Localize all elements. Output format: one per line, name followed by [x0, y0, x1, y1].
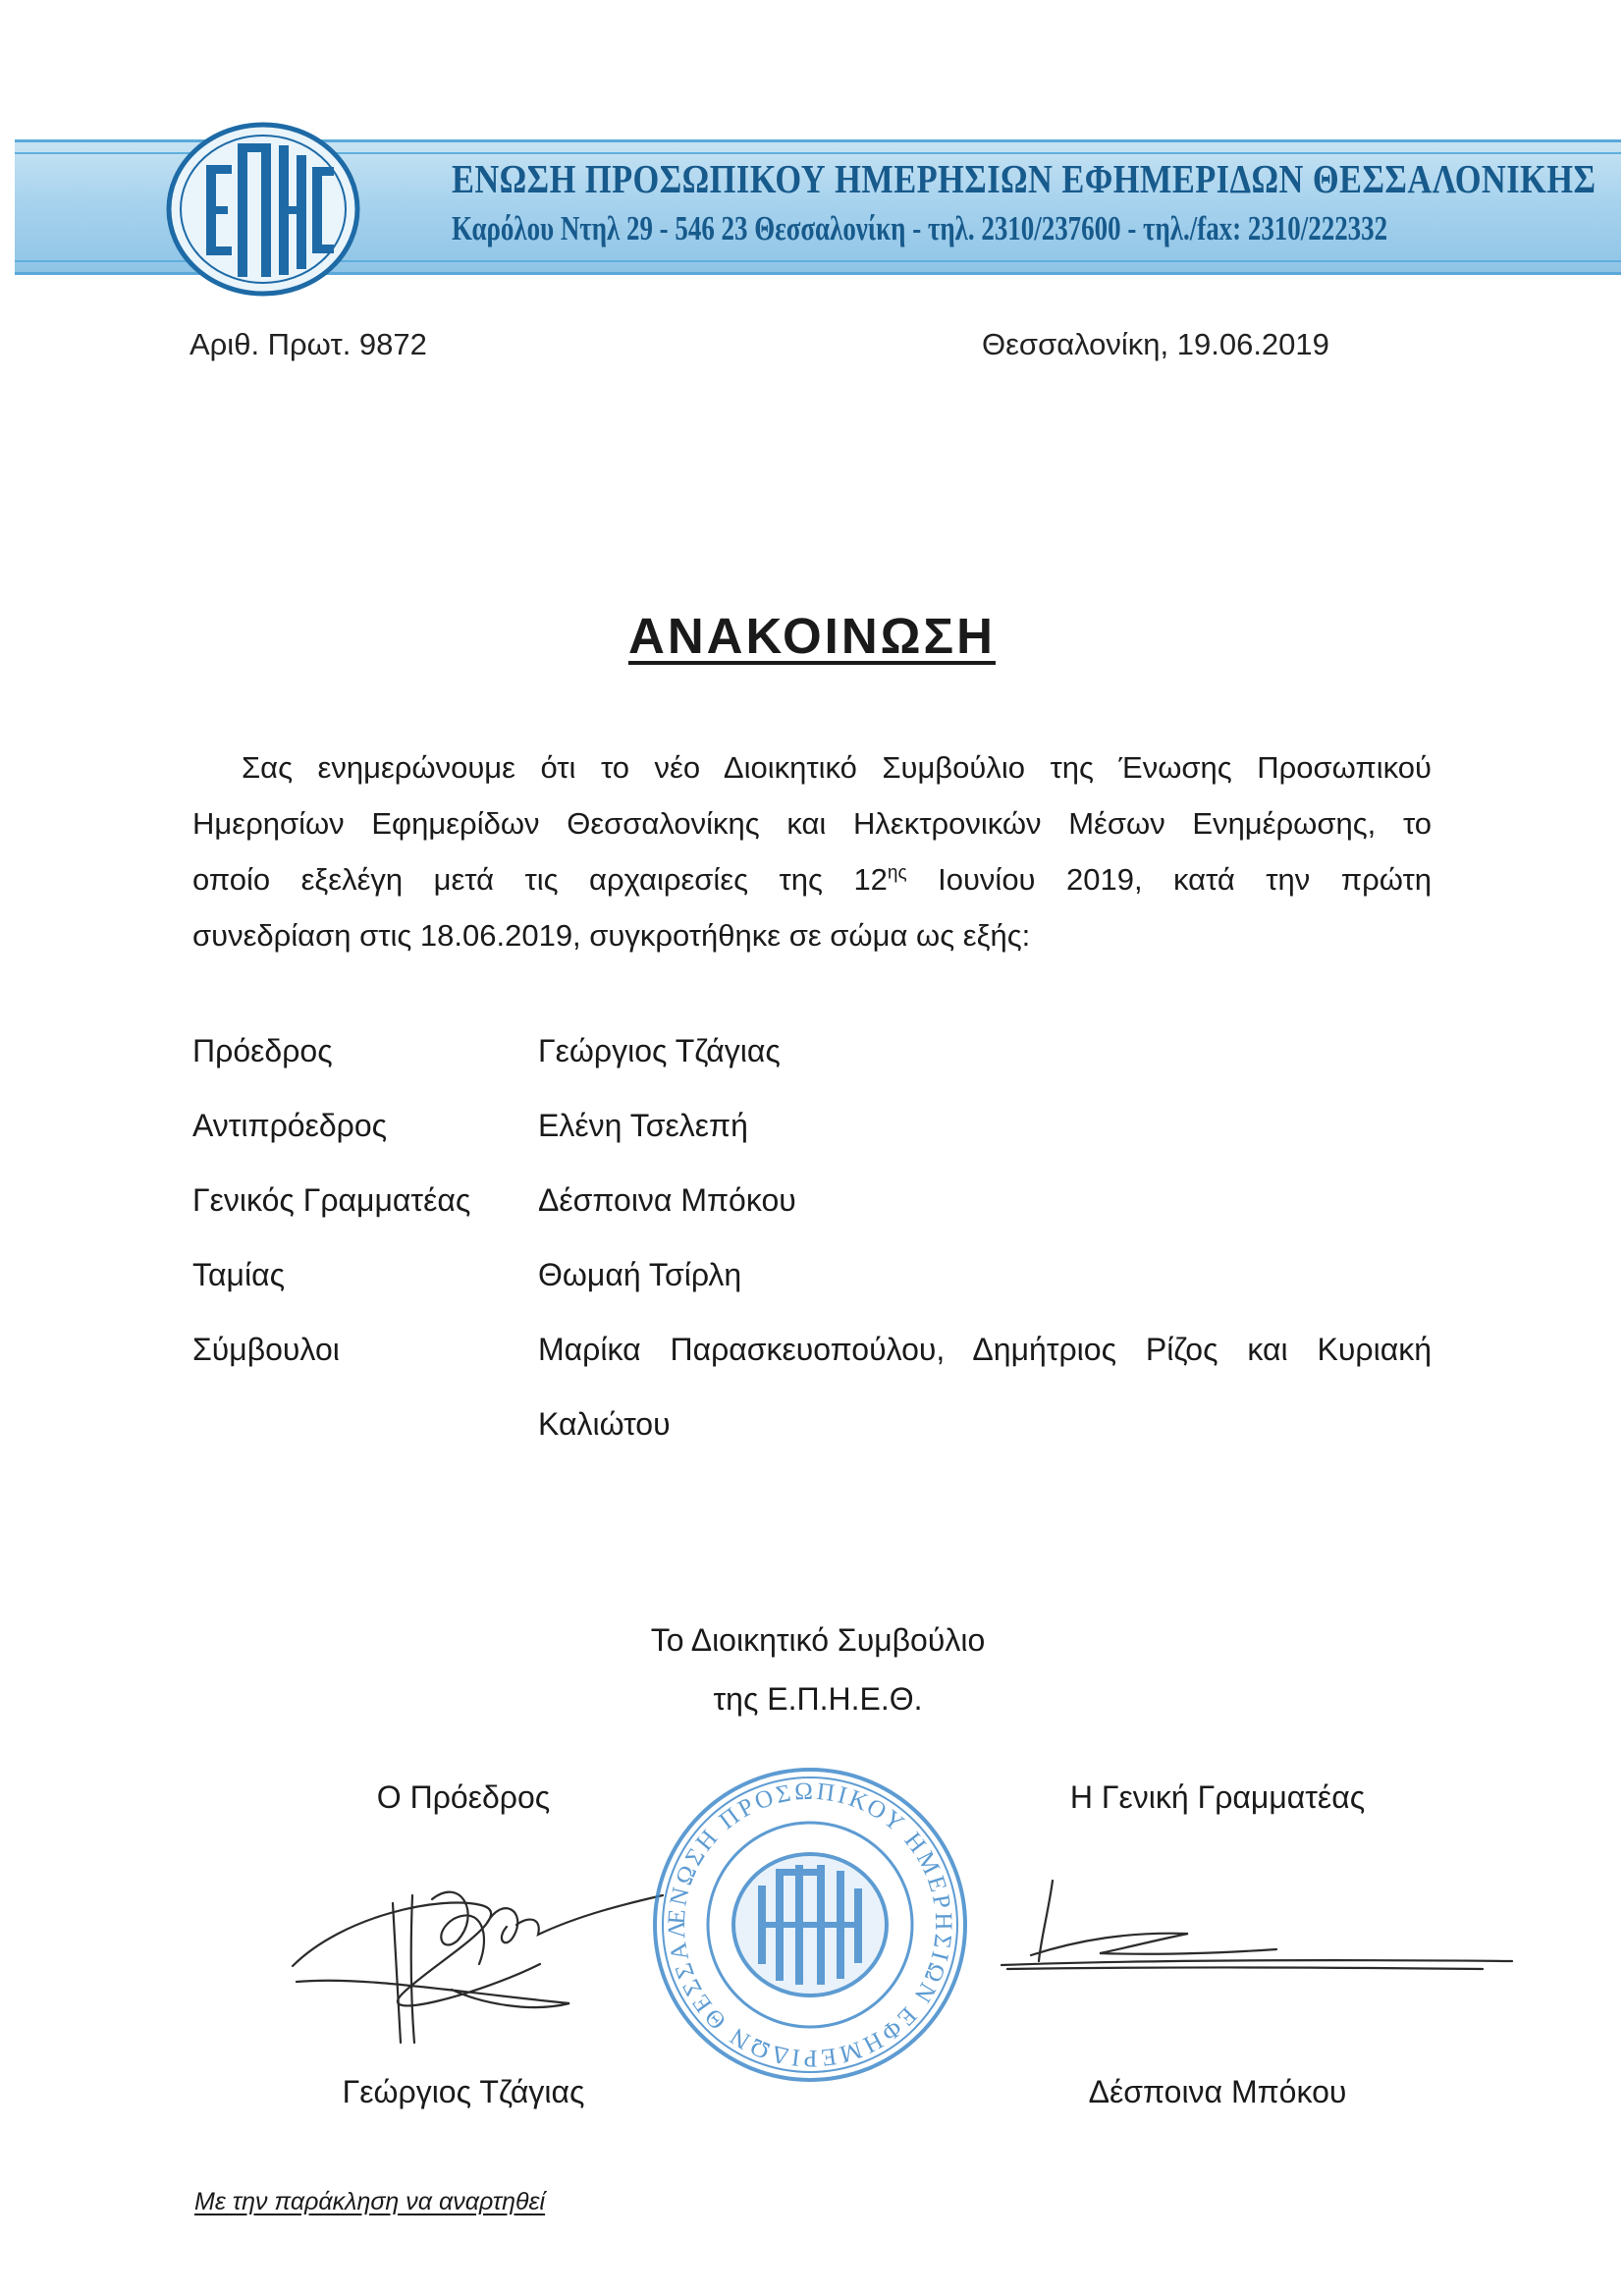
board-member: Ελένη Τσελεπή	[538, 1108, 748, 1143]
document-title: ΑΝΑΚΟΙΝΩΣΗ	[628, 608, 996, 664]
closing-line-1: Το Διοικητικό Συμβούλιο	[650, 1622, 986, 1658]
right-signatory-name: Δέσποινα Μπόκου	[1088, 2074, 1347, 2109]
protocol-number: Αριθ. Πρωτ. 9872	[189, 327, 427, 361]
board-role: Πρόεδρος	[192, 1033, 333, 1068]
body-line-2: Ημερησίων Εφημερίδων Θεσσαλονίκης και Ηλεκτρονικών Μέσων Ενημέρωσης, το	[192, 806, 1432, 841]
official-stamp	[637, 1742, 972, 2087]
footer-note: Με την παράκληση να αναρτηθεί	[194, 2188, 546, 2215]
ordinal-suffix: ης	[887, 862, 907, 884]
organization-name: ΕΝΩΣΗ ΠΡΟΣΩΠΙΚΟΥ ΗΜΕΡΗΣΙΩΝ ΕΦΗΜΕΡΙΔΩΝ ΘΕΣΣΑΛΟΝΙΚΗΣ	[452, 156, 1597, 201]
organization-logo	[155, 116, 371, 302]
body-line-3: οποίο εξελέγη μετά τις αρχαιρεσίες της $12^{\eta\varsigma}$ Ιουνίου 2019, κατά την πρώτη	[192, 862, 1432, 897]
body-line-1: Σας ενημερώνουμε ότι το νέο Διοικητικό Συμβούλιο της Ένωσης Προσωπικού	[242, 750, 1432, 785]
board-role: Ταμίας	[192, 1257, 285, 1292]
board-role: Αντιπρόεδρος	[192, 1108, 388, 1143]
board-member: Γεώργιος Τζάγιας	[538, 1033, 781, 1068]
board-role: Σύμβουλοι	[192, 1332, 340, 1367]
board-role: Γενικός Γραμματέας	[192, 1182, 471, 1218]
closing-line-2: της Ε.Π.Η.Ε.Θ.	[713, 1681, 923, 1717]
left-signatory-name: Γεώργιος Τζάγιας	[342, 2074, 585, 2109]
left-signatory-title: Ο Πρόεδρος	[376, 1779, 551, 1815]
board-member: Θωμαή Τσίρλη	[538, 1257, 742, 1292]
board-member-continued: Καλιώτου	[538, 1406, 671, 1442]
stamp-ring-text: ΕΝΩΣΗ ΠΡΟΣΩΠΙΚΟΥ ΗΜΕΡΗΣΙΩΝ ΕΦΗΜΕΡΙΔΩΝ ΘΕΣΣΑΛΟΝΙΚΗΣ • ΕΤΟΣ ΙΔΡΥΣΕΩΣ 1958 •	[637, 1742, 957, 2072]
logo-text: ΕΠΗΕΘ	[261, 299, 265, 300]
board-member: Δέσποινα Μπόκου	[538, 1182, 796, 1218]
president-signature	[285, 1856, 668, 2052]
secretary-signature	[992, 1871, 1522, 1979]
organization-address: Καρόλου Ντηλ 29 - 546 23 Θεσσαλονίκη - τηλ. 2310/237600 - τηλ./fax: 2310/222332	[452, 209, 1388, 247]
right-signatory-title: Η Γενική Γραμματέας	[1069, 1779, 1366, 1815]
board-member: Μαρίκα Παρασκευοπούλου, Δημήτριος Ρίζος και Κυριακή	[538, 1332, 1432, 1367]
place-date: Θεσσαλονίκη, 19.06.2019	[982, 327, 1329, 361]
body-line-4: συνεδρίαση στις 18.06.2019, συγκροτήθηκε σε σώμα ως εξής:	[192, 918, 1031, 953]
